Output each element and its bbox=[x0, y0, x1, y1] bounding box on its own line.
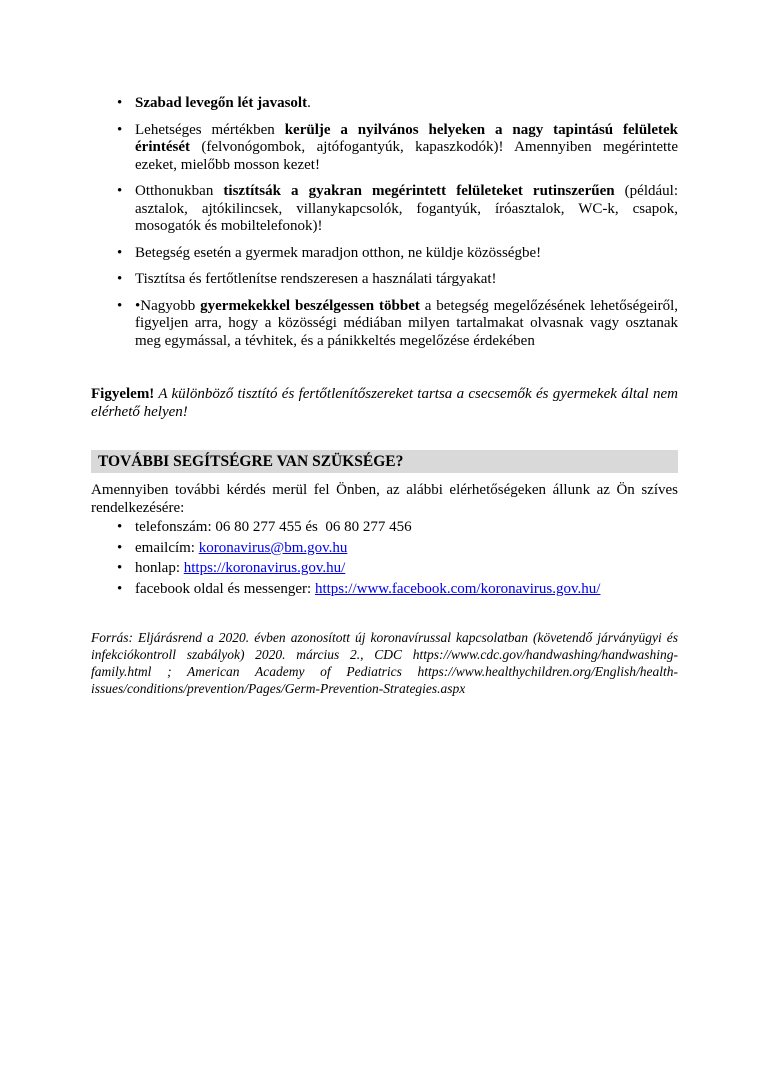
text-segment: (például: asztalok, ajtókilincsek, villanykapcsolók, fogantyúk, íróasztalok, WC-k, csapok, mosogatók és mobiltelefonok)! bbox=[135, 183, 678, 234]
email-link[interactable]: koronavirus@bm.gov.hu bbox=[198, 539, 348, 556]
contact-item-phone bbox=[117, 519, 678, 537]
contact-label: facebook oldal és messenger: bbox=[135, 580, 315, 597]
text-segment: Otthonukban bbox=[135, 183, 224, 199]
website-link[interactable]: https://koronavirus.gov.hu/ bbox=[183, 560, 346, 576]
list-item bbox=[117, 245, 678, 263]
text-segment: . bbox=[307, 95, 311, 111]
source-citation: Forrás: Eljárásrend a 2020. évben azonosított új koronavírussal kapcsolatban (követendő járványügyi és infekciókontroll szabályok) 2020. március 2., CDC https://www.cdc.gov/handwashing/handwashing-family.html ; American Academy of Pediatrics https://www.healthychildren.org/English/health-issues/conditions/prevention/Pages/Germ-Prevention-Strategies.aspx bbox=[91, 630, 678, 696]
contact-list bbox=[91, 519, 678, 598]
attention-label: Figyelem! bbox=[91, 386, 155, 402]
contact-item-facebook bbox=[117, 581, 678, 599]
text-segment: tisztítsák a gyakran megérintett felületeket rutinszerűen bbox=[223, 183, 615, 199]
text-segment: (felvonógombok, ajtófogantyúk, kapaszkodók)! Amennyiben megérintette ezeket, mielőbb mosson kezet! bbox=[135, 139, 678, 173]
contact-label: honlap: bbox=[135, 560, 184, 576]
text-segment: Lehetséges mértékben bbox=[135, 121, 285, 138]
contact-label: telefonszám: bbox=[135, 519, 216, 535]
phone-numbers: 06 80 277 455 és 06 80 277 456 bbox=[215, 519, 412, 535]
text-segment: kerülje a nyilvános helyeken a nagy tapintású felületek érintését bbox=[135, 121, 678, 155]
contact-label: emailcím: bbox=[135, 539, 199, 556]
facebook-link[interactable]: https://www.facebook.com/koronavirus.gov.hu/ bbox=[314, 580, 601, 597]
text-segment: Szabad levegőn lét javasolt bbox=[135, 95, 308, 111]
list-item bbox=[117, 271, 678, 289]
recommendations-list bbox=[91, 95, 678, 350]
section-header-help: TOVÁBBI SEGÍTSÉGRE VAN SZÜKSÉGE? bbox=[91, 450, 678, 473]
text-segment: gyermekekkel beszélgessen többet bbox=[200, 297, 420, 314]
list-item bbox=[117, 95, 678, 113]
text-segment: a betegség megelőzésének lehetőségeiről, figyeljen arra, hogy a közösségi médiában milyen tartalmakat olvasnak vagy osztanak meg egymással, a tévhitek, és a pánikkeltés megelőzése érdekében bbox=[135, 297, 678, 349]
contact-item-website bbox=[117, 560, 678, 578]
attention-text: A különböző tisztító és fertőtlenítőszereket tartsa a csecsemők és gyermekek által nem elérhető helyen! bbox=[91, 386, 678, 420]
attention-note bbox=[91, 386, 678, 421]
contact-item-email bbox=[117, 540, 678, 558]
list-item bbox=[117, 298, 678, 351]
text-segment: •Nagyobb bbox=[135, 297, 201, 314]
text-segment: Betegség esetén a gyermek maradjon otthon, ne küldje közösségbe! bbox=[135, 244, 542, 261]
text-segment: Tisztítsa és fertőtlenítse rendszeresen a használati tárgyakat! bbox=[135, 271, 497, 287]
list-item bbox=[117, 183, 678, 236]
list-item bbox=[117, 122, 678, 175]
help-intro: Amennyiben további kérdés merül fel Önben, az alábbi elérhetőségeken állunk az Ön szíves rendelkezésére: bbox=[91, 482, 678, 516]
